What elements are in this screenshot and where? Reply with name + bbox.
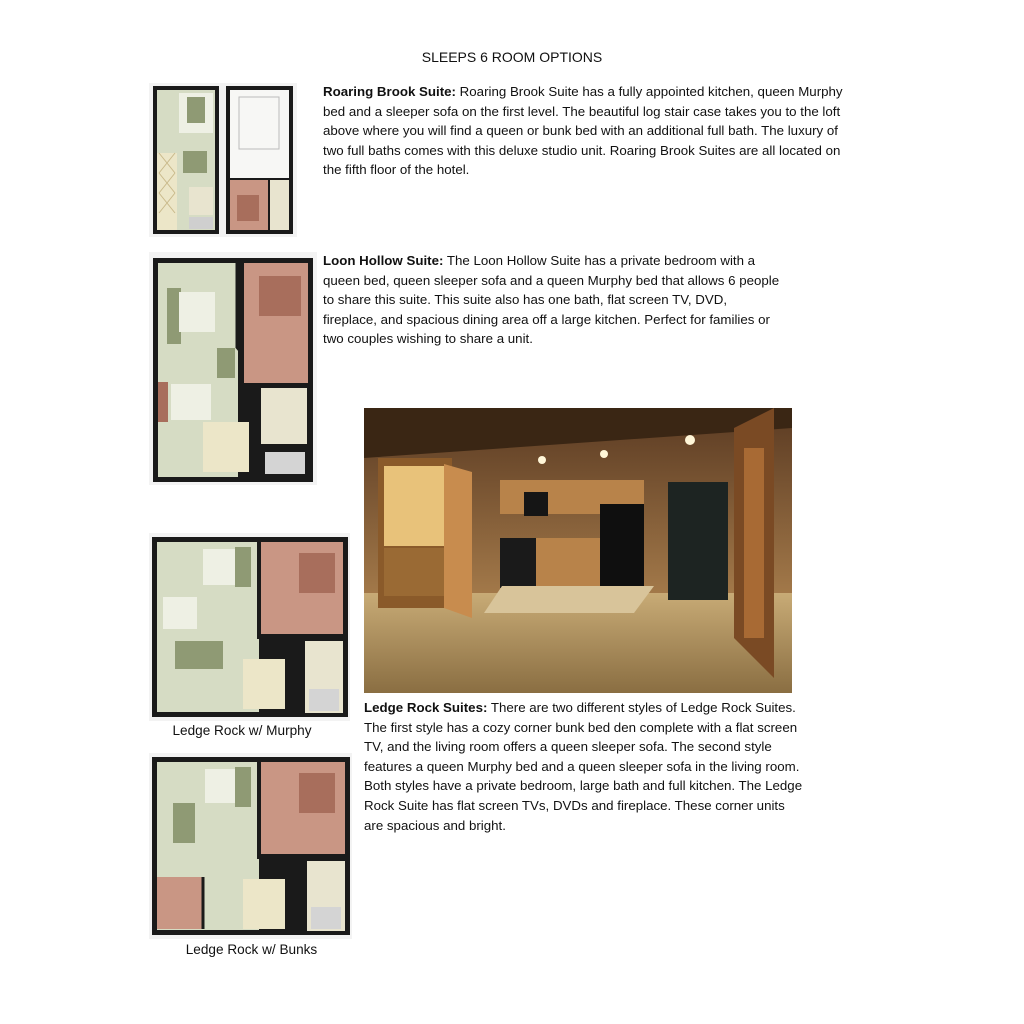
roaring-brook-body: Roaring Brook Suite has a fully appointed kitchen, queen Murphy bed and a sleeper sofa on the first level. The beautiful log stair case takes you to the loft above where you will find a queen or bunk bed with an additional full bath. The luxury of two full baths comes with this deluxe studio unit. Roaring Brook Suites are all located on the fifth floor of the hotel. <box>323 84 843 178</box>
loon-hollow-description <box>323 251 783 349</box>
loon-hollow-floor-plan <box>149 252 317 485</box>
page-title: SLEEPS 6 ROOM OPTIONS <box>421 49 603 65</box>
roaring-brook-floor-plan <box>149 83 297 237</box>
ledge-rock-description <box>364 698 804 835</box>
ledge-rock-murphy-floor-plan <box>149 533 350 721</box>
suite-interior-photo <box>364 408 792 693</box>
loon-hollow-heading: Loon Hollow Suite: <box>323 253 444 268</box>
roaring-brook-description <box>323 82 853 180</box>
ledge-rock-bunks-floor-plan <box>149 753 352 939</box>
ledge-rock-bunks-caption: Ledge Rock w/ Bunks <box>185 942 318 957</box>
loon-hollow-body: The Loon Hollow Suite has a private bedroom with a queen bed, queen sleeper sofa and a queen Murphy bed that allows 6 people to share this suite. This suite also has one bath, flat screen TV, DVD, fireplace, and spacious dining area off a large kitchen. Perfect for families or two couples wishing to share a unit. <box>323 253 780 347</box>
ledge-rock-murphy-caption: Ledge Rock w/ Murphy <box>172 723 312 738</box>
ledge-rock-body: There are two different styles of Ledge Rock Suites. The first style has a cozy corner bunk bed den complete with a flat screen TV, and the living room offers a queen sleeper sofa. The second style features a queen Murphy bed and a queen sleeper sofa in the living room. Both styles have a private bedroom, large bath and full kitchen. The Ledge Rock Suite has flat screen TVs, DVDs and fireplace. These corner units are spacious and bright. <box>364 700 803 833</box>
ledge-rock-heading: Ledge Rock Suites: <box>364 700 488 715</box>
roaring-brook-heading: Roaring Brook Suite: <box>323 84 456 99</box>
